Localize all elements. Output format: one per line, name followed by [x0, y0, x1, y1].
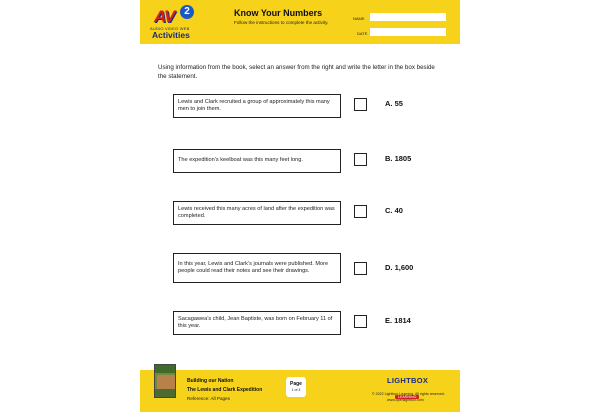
logo-label: Activities: [152, 30, 190, 40]
answer-box[interactable]: [354, 153, 367, 166]
book-title: The Lewis and Clark Expedition: [187, 387, 263, 393]
av2-logo: [148, 6, 202, 40]
question-statement: In this year, Lewis and Clark’s journals were published. More people could read their notes and see their drawings.: [173, 253, 341, 283]
answer-option: A. 55: [385, 99, 403, 108]
website-url: www.openlightbox.com: [387, 398, 424, 402]
worksheet-page: [140, 0, 460, 412]
answer-box[interactable]: [354, 205, 367, 218]
logo-mark-text: AV: [154, 7, 175, 26]
copyright-text: © 2022 Lightbox Learning. All rights reserved.: [372, 392, 445, 396]
name-label: NAME: [353, 16, 365, 21]
logo-number-badge: 2: [180, 5, 194, 19]
page-instructions: Follow the instructions to complete the activity.: [234, 20, 329, 25]
page-title: Know Your Numbers: [234, 8, 323, 18]
series-title: Building our Nation: [187, 378, 234, 384]
date-label: DATE: [357, 31, 368, 36]
question-statement: Lewis and Clark recruited a group of approximately this many men to join them.: [173, 94, 341, 118]
logo-tagline: AUDIO VIDEO WEB: [150, 26, 190, 31]
answer-box[interactable]: [354, 98, 367, 111]
answer-option: D. 1,600: [385, 263, 414, 272]
answer-option: E. 1814: [385, 316, 411, 325]
brand-sub: LEARNING: [395, 395, 419, 399]
question-statement: Sacagawea’s child, Jean Baptiste, was born on February 11 of this year.: [173, 311, 341, 335]
worksheet-footer: [140, 370, 460, 412]
activity-intro: Using information from the book, select an answer from the right and write the letter in the box beside the statement.: [158, 64, 435, 80]
av2-logo-mark: [154, 6, 194, 26]
book-cover-image: [154, 364, 176, 398]
page-label: Page: [290, 381, 302, 387]
worksheet-header: [140, 0, 460, 44]
reference-note: Reference: All Pages: [187, 396, 230, 401]
date-field[interactable]: [370, 28, 446, 36]
answer-option: C. 40: [385, 206, 403, 215]
answer-option: B. 1805: [385, 154, 412, 163]
question-row: [140, 253, 460, 283]
page-indicator: [286, 377, 306, 397]
brand-name: LIGHTBOX: [387, 376, 429, 385]
page-number: 1 of 4: [291, 388, 301, 392]
question-row: [140, 149, 460, 179]
answer-box[interactable]: [354, 262, 367, 275]
answer-box[interactable]: [354, 315, 367, 328]
question-row: [140, 201, 460, 231]
question-row: [140, 94, 460, 124]
question-statement: Lewis received this many acres of land after the expedition was completed.: [173, 201, 341, 225]
name-field[interactable]: [370, 13, 446, 21]
question-statement: The expedition’s keelboat was this many feet long.: [173, 149, 341, 173]
question-row: [140, 311, 460, 341]
